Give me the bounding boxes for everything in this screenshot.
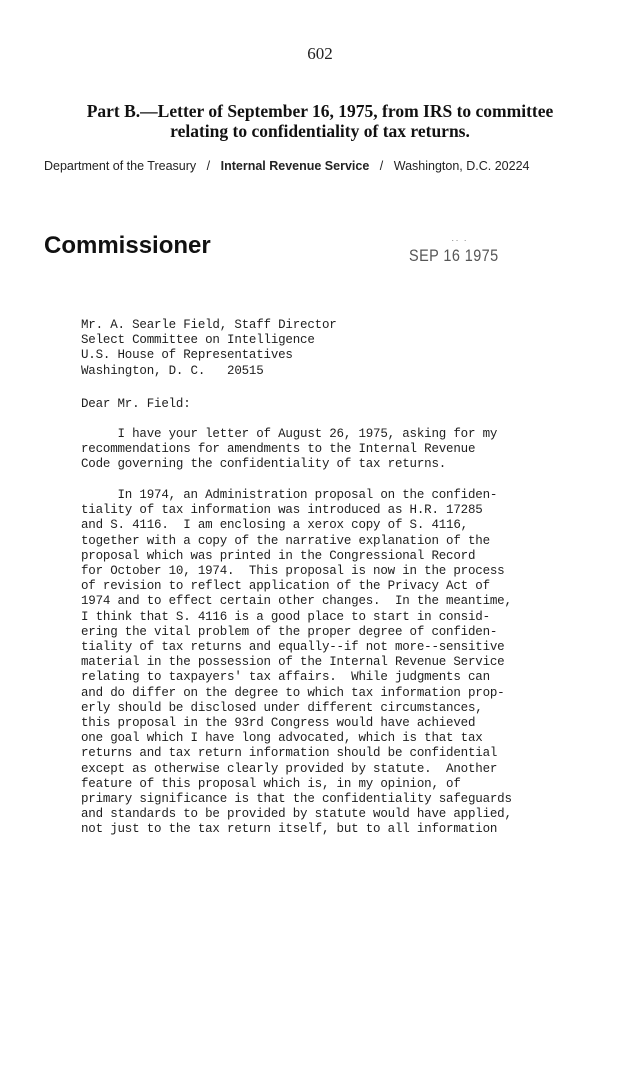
page-number: 602 — [307, 44, 333, 63]
address-line: Washington, D. C. 20515 — [81, 363, 264, 378]
paragraph-line: and S. 4116. I am enclosing a xerox copy of S. 4116, — [81, 518, 468, 533]
paragraph-2 — [81, 488, 581, 838]
paragraph-line: tiality of tax information was introduced as H.R. 17285 — [81, 503, 483, 518]
paragraph-line: proposal which was printed in the Congressional Record — [81, 548, 476, 563]
paragraph-line: together with a copy of the narrative explanation of the — [81, 533, 490, 548]
paragraph-line: recommendations for amendments to the Internal Revenue — [81, 442, 476, 457]
paragraph-line: feature of this proposal which is, in my opinion, of — [81, 776, 461, 791]
paragraph-line: not just to the tax return itself, but to all information — [81, 822, 498, 837]
letterhead-separator: / — [379, 159, 384, 173]
letterhead-department: Department of the Treasury — [44, 159, 197, 173]
paragraph-line: of revision to reflect application of the Privacy Act of — [81, 579, 490, 594]
paragraph-line: erly should be disclosed under different circumstances, — [81, 700, 483, 715]
address-line: U.S. House of Representatives — [81, 348, 293, 363]
salutation: Dear Mr. Field: — [81, 397, 191, 411]
letterhead-service: Internal Revenue Service — [220, 159, 370, 173]
stamp-marks: ·· · — [451, 235, 469, 245]
paragraph-line: primary significance is that the confidentiality safeguards — [81, 792, 512, 807]
paragraph-line: I have your letter of August 26, 1975, asking for my — [81, 427, 498, 441]
paragraph-line: for October 10, 1974. This proposal is now in the process — [81, 564, 505, 579]
paragraph-line: except as otherwise clearly provided by statute. Another — [81, 761, 498, 776]
letterhead — [44, 159, 604, 173]
part-heading-line-1: Part B.—Letter of September 16, 1975, from IRS to committee — [86, 101, 554, 121]
part-heading — [20, 101, 620, 141]
paragraph-line: In 1974, an Administration proposal on the confiden- — [81, 488, 498, 502]
paragraph-line: and do differ on the degree to which tax information prop- — [81, 685, 505, 700]
paragraph-line: tiality of tax returns and equally--if not more--sensitive — [81, 640, 505, 655]
date-stamp-text: SEP 16 1975 — [409, 246, 499, 265]
paragraph-line: material in the possession of the Internal Revenue Service — [81, 655, 505, 670]
paragraph-line: I think that S. 4116 is a good place to start in consid- — [81, 609, 490, 624]
paragraph-line: and standards to be provided by statute would have applied, — [81, 807, 512, 822]
office-title: Commissioner — [44, 232, 211, 259]
address-line: Select Committee on Intelligence — [81, 333, 315, 348]
paragraph-line: this proposal in the 93rd Congress would have achieved — [81, 716, 476, 731]
paragraph-line: Code governing the confidentiality of tax returns. — [81, 457, 447, 472]
letterhead-separator: / — [206, 159, 211, 173]
paragraph-line: ering the vital problem of the proper degree of confiden- — [81, 624, 498, 639]
part-heading-line-2: relating to confidentiality of tax returns. — [170, 121, 470, 141]
letterhead-location: Washington, D.C. 20224 — [393, 159, 530, 173]
paragraph-line: returns and tax return information should be confidential — [81, 746, 498, 761]
address-line: Mr. A. Searle Field, Staff Director — [81, 318, 337, 332]
paragraph-1 — [81, 427, 581, 473]
date-stamp — [409, 235, 499, 266]
recipient-address — [81, 318, 581, 379]
paragraph-line: 1974 and to effect certain other changes. In the meantime, — [81, 594, 512, 609]
paragraph-line: one goal which I have long advocated, which is that tax — [81, 731, 483, 746]
paragraph-line: relating to taxpayers' tax affairs. While judgments can — [81, 670, 490, 685]
